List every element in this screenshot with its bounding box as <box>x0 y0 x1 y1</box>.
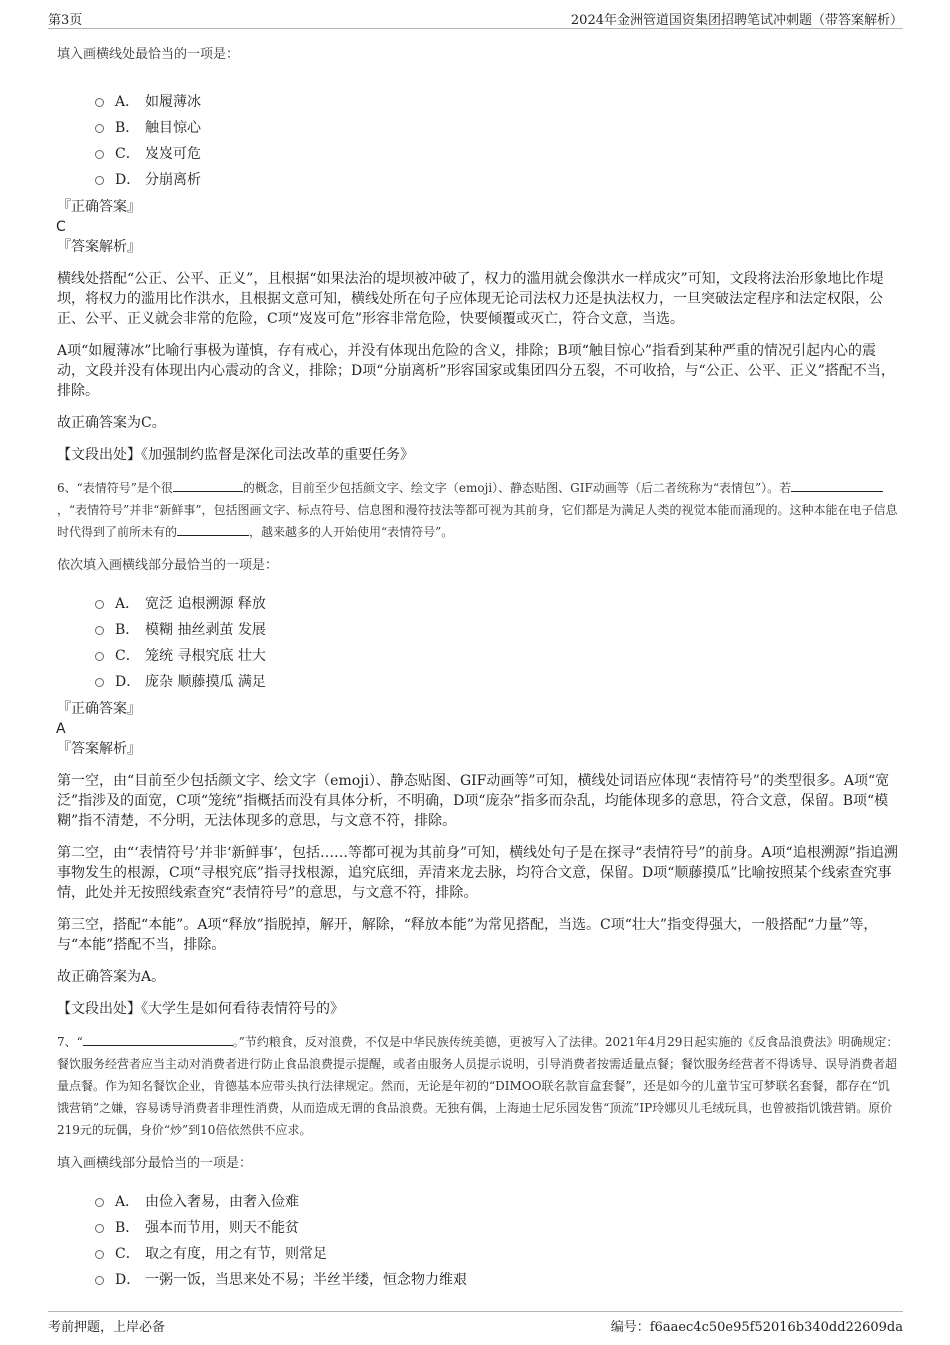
fill-blank <box>177 521 249 536</box>
correct-answer: A <box>56 721 66 737</box>
option-d[interactable]: D． 一粥一饭，当思来处不易；半丝半缕，恒念物力维艰 <box>95 1267 900 1293</box>
source-citation: 【文段出处】《加强制约监督是深化司法改革的重要任务》 <box>57 447 414 463</box>
correct-answer-label: 『正确答案』 <box>57 199 141 215</box>
question-stem: 6、“表情符号”是个很 的概念，目前至少包括颜文字、绘文字（emoji）、静态贴图、GIF动画等（后二者统称为“表情包”）。若，“表情符号”并非“新鲜事”，包括图画文字、标点符号、信息图和漫符技法等都可视为其前身，它们都是为满足人类的视觉本能而涌现的。这种本能在电子信息时代得到了前所未有的 ，越来越多的人开始使用“表情符号”。 <box>57 477 900 543</box>
option-c[interactable]: C． 笼统 寻根究底 壮大 <box>95 643 900 669</box>
analysis-paragraph: 第三空，搭配“本能”。A项“释放”指脱掉，解开，解除，“释放本能”为常见搭配，当选。C项“壮大”指变得强大，一般搭配“力量”等，与“本能”搭配不当，排除。 <box>57 917 878 953</box>
analysis-paragraph: A项“如履薄冰”比喻行事极为谨慎，存有戒心，并没有体现出危险的含义，排除；B项“触目惊心”指看到某种严重的情况引起内心的震动，文段并没有体现出内心震动的含义，排除；D项“分崩离析”形容国家或集团四分五裂，不可收拾，与“公正、公平、正义”搭配不当，排除。 <box>57 343 895 399</box>
document-code: 编号：f6aaec4c50e95f52016b340dd22609da <box>610 1320 903 1335</box>
document-title: 2024年金洲管道国资集团招聘笔试冲刺题（带答案解析） <box>570 13 903 28</box>
radio-icon[interactable] <box>95 1250 104 1259</box>
option-list <box>95 1189 900 1293</box>
option-b[interactable]: B． 触目惊心 <box>95 115 900 141</box>
radio-icon[interactable] <box>95 600 104 609</box>
page-header <box>48 6 903 29</box>
option-list <box>95 591 900 695</box>
radio-icon[interactable] <box>95 1224 104 1233</box>
option-a[interactable]: A． 宽泛 追根溯源 释放 <box>95 591 900 617</box>
option-c[interactable]: C． 取之有度，用之有节，则常足 <box>95 1241 900 1267</box>
radio-icon[interactable] <box>95 1276 104 1285</box>
correct-answer: C <box>56 219 66 235</box>
question-5 <box>57 44 900 465</box>
radio-icon[interactable] <box>95 176 104 185</box>
option-list <box>95 89 900 193</box>
correct-answer-label: 『正确答案』 <box>57 701 141 717</box>
question-prompt: 填入画横线部分最恰当的一项是： <box>57 1156 253 1171</box>
question-prompt: 依次填入画横线部分最恰当的一项是： <box>57 558 279 573</box>
analysis-paragraph: 横线处搭配“公正、公平、正义”，且根据“如果法治的堤坝被冲破了，权力的滥用就会像洪水一样成灾”可知，文段将法治形象地比作堤坝，将权力的滥用比作洪水，且根据文意可知，横线处所在句子应体现无论司法权力还是执法权力，一旦突破法定程序和法定权限，公正、公平、正义就会非常的危险，C项“岌岌可危”形容非常危险，快要倾覆或灭亡，符合文意，当选。 <box>57 271 884 327</box>
option-a[interactable]: A． 由俭入奢易，由奢入俭难 <box>95 1189 900 1215</box>
option-d[interactable]: D． 庞杂 顺藤摸瓜 满足 <box>95 669 900 695</box>
radio-icon[interactable] <box>95 652 104 661</box>
page-content <box>57 44 900 1293</box>
analysis-paragraph: 第一空，由“目前至少包括颜文字、绘文字（emoji）、静态贴图、GIF动画等”可知，横线处词语应体现“表情符号”的类型很多。A项“宽泛”指涉及的面宽，C项“笼统”指概括而没有具体分析，不明确，D项“庞杂”指多而杂乱，均能体现多的意思，符合文意，保留。B项“模糊”指不清楚，不分明，无法体现多的意思，与文意不符，排除。 <box>57 773 890 829</box>
analysis-paragraph: 故正确答案为C。 <box>57 415 166 431</box>
page-footer <box>48 1311 903 1336</box>
radio-icon[interactable] <box>95 98 104 107</box>
radio-icon[interactable] <box>95 150 104 159</box>
radio-icon[interactable] <box>95 1198 104 1207</box>
analysis-paragraph: 故正确答案为A。 <box>57 969 166 985</box>
fill-blank <box>83 1031 233 1046</box>
question-prompt: 填入画横线处最恰当的一项是： <box>57 47 240 62</box>
radio-icon[interactable] <box>95 678 104 687</box>
option-b[interactable]: B． 强本而节用，则天不能贫 <box>95 1215 900 1241</box>
radio-icon[interactable] <box>95 626 104 635</box>
source-citation: 【文段出处】《大学生是如何看待表情符号的》 <box>57 1001 344 1017</box>
fill-blank <box>173 477 243 492</box>
question-6 <box>57 477 900 1019</box>
analysis-label: 『答案解析』 <box>57 741 141 757</box>
footer-slogan: 考前押题，上岸必备 <box>48 1320 166 1335</box>
option-a[interactable]: A． 如履薄冰 <box>95 89 900 115</box>
fill-blank <box>791 477 883 492</box>
analysis-label: 『答案解析』 <box>57 239 141 255</box>
page-number: 第3页 <box>48 13 83 28</box>
radio-icon[interactable] <box>95 124 104 133</box>
option-c[interactable]: C． 岌岌可危 <box>95 141 900 167</box>
analysis-paragraph: 第二空，由“‘表情符号’并非‘新鲜事’，包括……等都可视为其前身”可知，横线处句子是在探寻“表情符号”的前身。A项“追根溯源”指追溯事物发生的根源，C项“寻根究底”指寻找根源，追究底细，弄清来龙去脉，均符合文意，保留。D项“顺藤摸瓜”比喻按照某个线索查究事情，此处并无按照线索查究“表情符号”的意思，与文意不符，排除。 <box>57 845 898 901</box>
question-7 <box>57 1031 900 1293</box>
question-stem: 7、“ 。”节约粮食，反对浪费，不仅是中华民族传统美德，更被写入了法律。2021年4月29日起实施的《反食品浪费法》明确规定：餐饮服务经营者应当主动对消费者进行防止食品浪费提示提醒，或者由服务人员提示说明，引导消费者按需适量点餐；餐饮服务经营者不得诱导、误导消费者超量点餐。作为知名餐饮企业，肯德基本应带头执行法律规定。然而，无论是年初的“DIMOO联名款盲盒套餐”，还是如今的儿童节宝可梦联名套餐，都存在“饥饿营销”之嫌，容易诱导消费者非理性消费，从而造成无谓的食品浪费。无独有偶，上海迪士尼乐园发售“顶流”IP玲娜贝儿毛绒玩具，也曾被指饥饿营销。原价219元的玩偶，身价“炒”到10倍依然供不应求。 <box>57 1031 900 1141</box>
option-d[interactable]: D． 分崩离析 <box>95 167 900 193</box>
option-b[interactable]: B． 模糊 抽丝剥茧 发展 <box>95 617 900 643</box>
